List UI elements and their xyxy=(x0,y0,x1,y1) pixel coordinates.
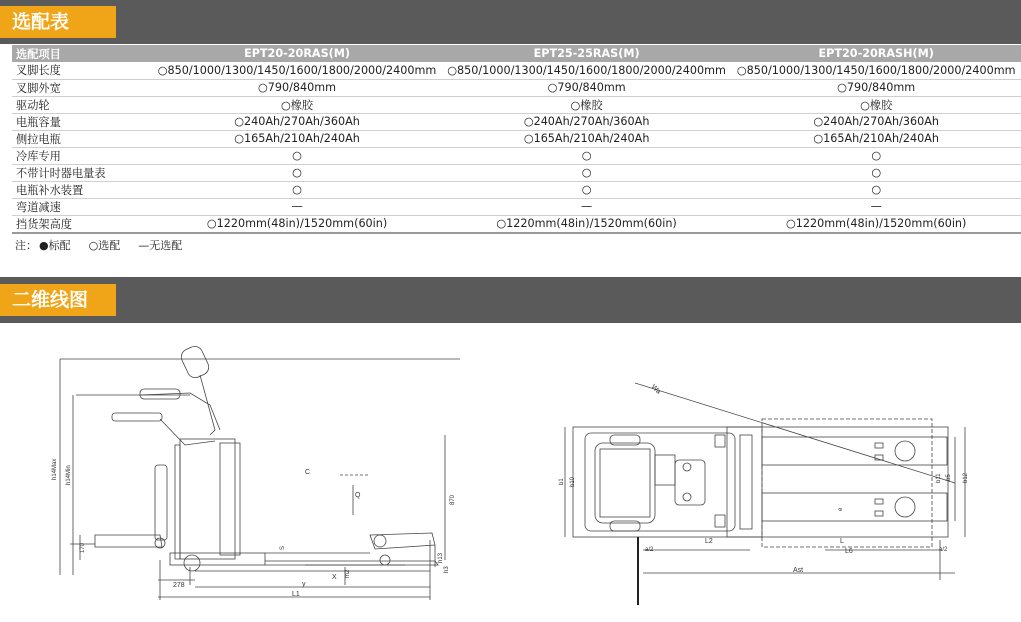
row-label: 电瓶容量 xyxy=(12,113,152,130)
table-cell: ○850/1000/1300/1450/1600/1800/2000/2400mm xyxy=(152,62,442,79)
note-optional: ○选配 xyxy=(88,239,121,252)
dim-e: e xyxy=(838,507,844,511)
options-table xyxy=(12,45,1021,234)
dim-l2: L2 xyxy=(705,538,713,545)
top-view-drawing xyxy=(555,375,1005,605)
table-row xyxy=(12,147,1021,164)
table-cell: — xyxy=(731,198,1021,215)
table-cell: ○橡胶 xyxy=(442,96,732,113)
row-label: 冷库专用 xyxy=(12,147,152,164)
table-row xyxy=(12,215,1021,233)
table-cell: ○165Ah/210Ah/240Ah xyxy=(442,130,732,147)
dim-b10: b10 xyxy=(570,476,576,487)
table-cell: ○ xyxy=(152,147,442,164)
table-row xyxy=(12,113,1021,130)
dim-h14max: h14Max xyxy=(52,458,58,480)
table-cell: ○790/840mm xyxy=(442,79,732,96)
column-header: EPT20-20RAS(M) xyxy=(152,45,442,62)
table-cell: ○850/1000/1300/1450/1600/1800/2000/2400mm xyxy=(442,62,732,79)
note-standard: ●标配 xyxy=(39,239,71,252)
table-cell: ○ xyxy=(442,147,732,164)
section-title-drawing: 二维线图 xyxy=(0,284,116,316)
table-cell: — xyxy=(442,198,732,215)
table-cell: ○240Ah/270Ah/360Ah xyxy=(442,113,732,130)
dim-l1: L1 xyxy=(292,591,300,598)
row-label: 不带计时器电量表 xyxy=(12,164,152,181)
dim-b1: b1 xyxy=(559,478,565,485)
dim-h14min: h14Min xyxy=(66,465,72,485)
row-label: 侧拉电瓶 xyxy=(12,130,152,147)
table-cell: ○1220mm(48in)/1520mm(60in) xyxy=(731,215,1021,233)
dim-y: y xyxy=(302,581,306,588)
dim-b12: b12 xyxy=(963,472,969,483)
table-cell: ○790/840mm xyxy=(731,79,1021,96)
section-header-bar xyxy=(0,0,1021,44)
table-cell: ○ xyxy=(442,181,732,198)
dim-l: L xyxy=(840,538,844,545)
section-header-bar xyxy=(0,277,1021,323)
dim-b11: b11 xyxy=(936,473,942,483)
dim-m2: m2 xyxy=(345,569,351,578)
table-cell: ○ xyxy=(731,147,1021,164)
row-label: 叉脚长度 xyxy=(12,62,152,79)
dim-q: Q xyxy=(355,492,361,499)
table-cell: ○ xyxy=(731,164,1021,181)
dim-a2-left: a/2 xyxy=(645,547,654,553)
table-row xyxy=(12,62,1021,79)
table-header-row xyxy=(12,45,1021,62)
table-row xyxy=(12,130,1021,147)
column-header: 选配项目 xyxy=(12,45,152,62)
dim-s: S xyxy=(280,545,286,550)
dim-870: 870 xyxy=(450,494,456,505)
dim-278: 278 xyxy=(173,582,185,589)
row-label: 电瓶补水装置 xyxy=(12,181,152,198)
table-cell: ○ xyxy=(152,181,442,198)
side-view-drawing xyxy=(40,335,470,610)
table-cell: ○ xyxy=(152,164,442,181)
table-cell: — xyxy=(152,198,442,215)
dim-a2-right: a/2 xyxy=(939,547,948,553)
table-row xyxy=(12,198,1021,215)
table-row xyxy=(12,164,1021,181)
column-header: EPT20-20RASH(M) xyxy=(731,45,1021,62)
table-cell: ○1220mm(48in)/1520mm(60in) xyxy=(152,215,442,233)
table-cell: ○165Ah/210Ah/240Ah xyxy=(731,130,1021,147)
dim-wa: Wa xyxy=(649,383,662,396)
row-label: 挡货架高度 xyxy=(12,215,152,233)
table-row xyxy=(12,79,1021,96)
row-label: 弯道减速 xyxy=(12,198,152,215)
dim-x: X xyxy=(332,574,337,581)
dim-ast: Ast xyxy=(793,567,804,574)
table-cell: ○ xyxy=(731,181,1021,198)
column-header: EPT25-25RAS(M) xyxy=(442,45,732,62)
table-cell: ○橡胶 xyxy=(731,96,1021,113)
dim-c: C xyxy=(305,469,311,476)
legend-note xyxy=(15,237,200,253)
row-label: 驱动轮 xyxy=(12,96,152,113)
table-cell: ○850/1000/1300/1450/1600/1800/2000/2400mm xyxy=(731,62,1021,79)
dim-l6: L6 xyxy=(845,548,853,555)
dim-b5: b5 xyxy=(946,474,952,481)
table-cell: ○橡胶 xyxy=(152,96,442,113)
dim-170: 170 xyxy=(80,542,86,553)
section-title-options: 选配表 xyxy=(0,6,116,38)
table-row xyxy=(12,96,1021,113)
table-cell: ○1220mm(48in)/1520mm(60in) xyxy=(442,215,732,233)
dim-h13: h13 xyxy=(438,552,444,563)
note-none: —无选配 xyxy=(138,239,183,252)
table-cell: ○ xyxy=(442,164,732,181)
row-label: 叉脚外宽 xyxy=(12,79,152,96)
note-prefix: 注： xyxy=(15,239,37,252)
table-cell: ○790/840mm xyxy=(152,79,442,96)
table-cell: ○165Ah/210Ah/240Ah xyxy=(152,130,442,147)
table-row xyxy=(12,181,1021,198)
table-cell: ○240Ah/270Ah/360Ah xyxy=(731,113,1021,130)
dim-h3: h3 xyxy=(444,566,450,573)
table-cell: ○240Ah/270Ah/360Ah xyxy=(152,113,442,130)
